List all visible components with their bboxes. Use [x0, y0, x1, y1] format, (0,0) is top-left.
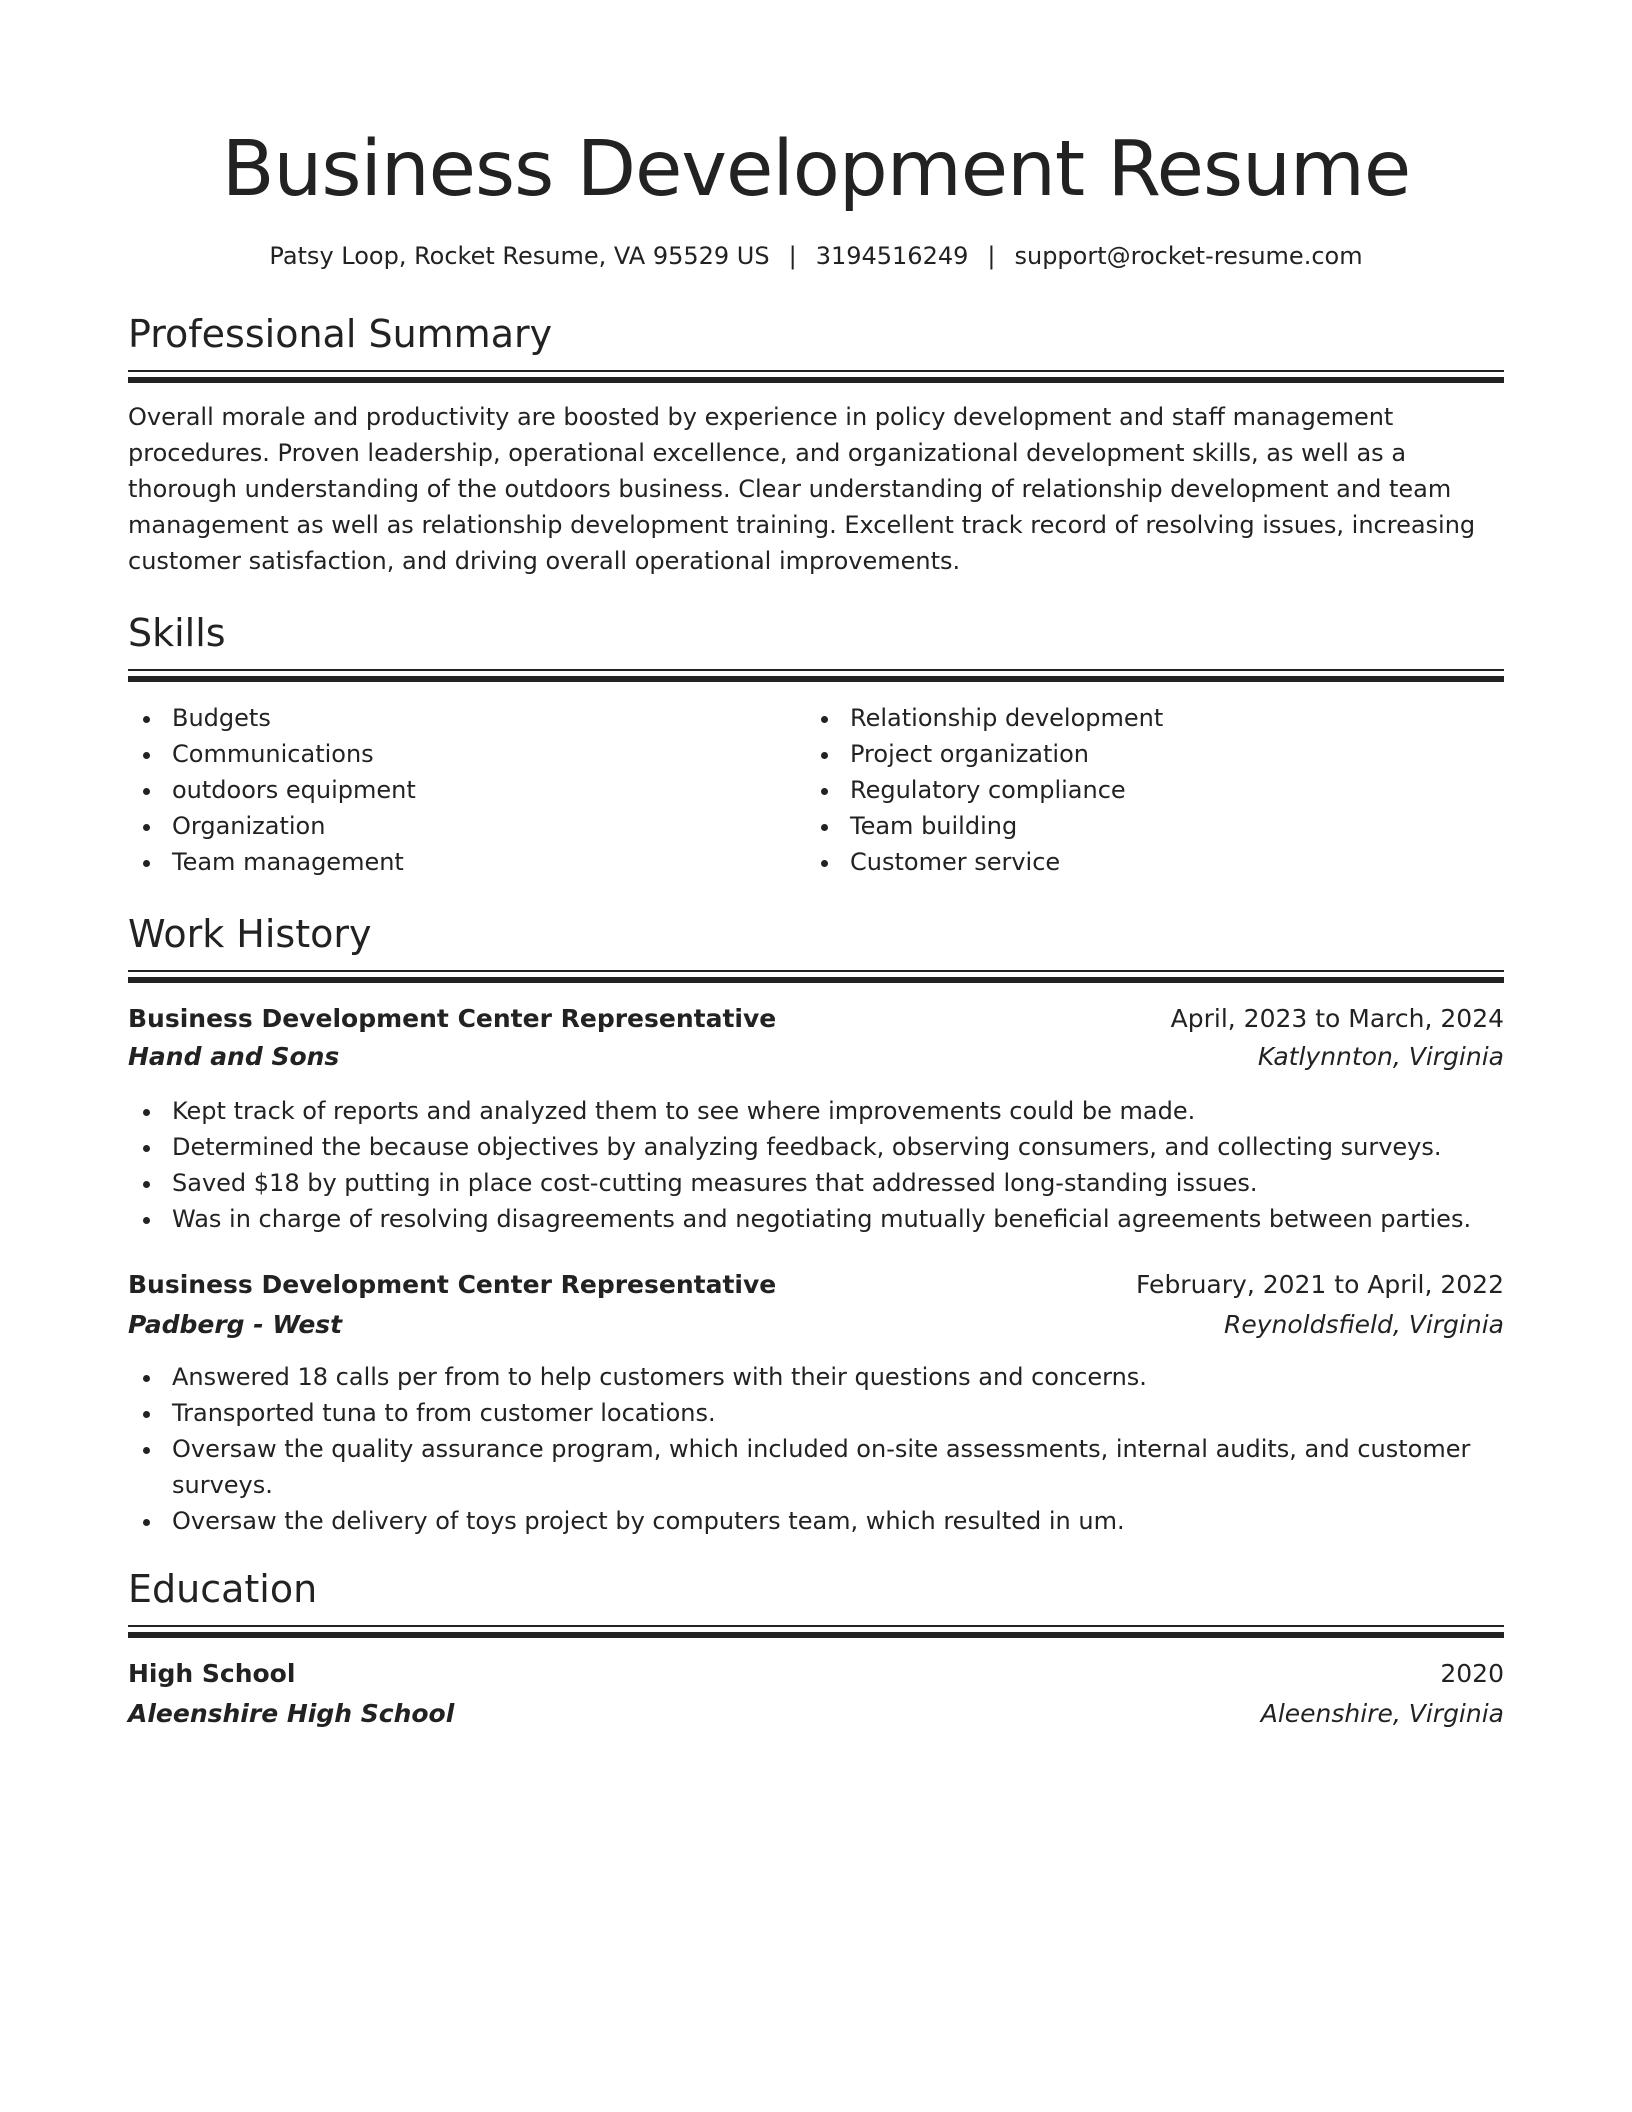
education-school: Aleenshire High School	[128, 1699, 455, 1728]
job-location: Reynoldsfield, Virginia	[1223, 1310, 1504, 1339]
contact-address: Patsy Loop, Rocket Resume, VA 95529 US	[269, 242, 770, 270]
section-divider	[128, 970, 1504, 983]
job-entry	[128, 1267, 1504, 1539]
job-bullet: Was in charge of resolving disagreements and negotiating mutually beneficial agreements between parties.	[128, 1201, 1504, 1237]
education-section	[128, 1565, 1504, 1732]
section-divider	[128, 1625, 1504, 1638]
work-history-section	[128, 910, 1504, 1539]
contact-phone: 3194516249	[815, 242, 969, 270]
skill-item: Customer service	[806, 844, 1484, 880]
education-location: Aleenshire, Virginia	[1260, 1699, 1504, 1728]
skills-grid	[128, 700, 1504, 880]
job-employer-row	[128, 1039, 1504, 1075]
job-header-row	[128, 1001, 1504, 1037]
contact-separator: |	[788, 242, 797, 270]
job-employer-row	[128, 1307, 1504, 1343]
job-bullets	[128, 1359, 1504, 1539]
education-degree: High School	[128, 1659, 296, 1688]
section-divider	[128, 669, 1504, 682]
skills-column-left	[128, 700, 806, 880]
work-history-heading: Work History	[128, 912, 372, 956]
job-header-row	[128, 1267, 1504, 1303]
skill-item: Organization	[128, 808, 806, 844]
skills-section	[128, 609, 1504, 880]
job-employer: Padberg - West	[128, 1310, 343, 1339]
skill-item: Regulatory compliance	[806, 772, 1484, 808]
job-bullets	[128, 1093, 1504, 1237]
job-bullet: Kept track of reports and analyzed them to see where improvements could be made.	[128, 1093, 1504, 1129]
education-row	[128, 1656, 1504, 1692]
job-dates: April, 2023 to March, 2024	[1170, 1004, 1504, 1033]
skill-item: Project organization	[806, 736, 1484, 772]
job-title: Business Development Center Representative	[128, 1270, 777, 1299]
skill-item: Team building	[806, 808, 1484, 844]
job-bullet: Oversaw the quality assurance program, which included on-site assessments, internal audits, and customer surveys.	[128, 1431, 1504, 1503]
job-bullet: Oversaw the delivery of toys project by computers team, which resulted in um.	[128, 1503, 1504, 1539]
education-heading: Education	[128, 1567, 318, 1611]
job-bullet: Determined the because objectives by analyzing feedback, observing consumers, and collecting surveys.	[128, 1129, 1504, 1165]
education-school-row	[128, 1696, 1504, 1732]
job-employer: Hand and Sons	[128, 1042, 340, 1071]
resume-title: Business Development Resume	[221, 125, 1411, 214]
job-bullet: Saved $18 by putting in place cost-cutting measures that addressed long-standing issues.	[128, 1165, 1504, 1201]
skill-item: Relationship development	[806, 700, 1484, 736]
contact-separator: |	[987, 242, 996, 270]
contact-email: support@rocket-resume.com	[1014, 242, 1363, 270]
job-dates: February, 2021 to April, 2022	[1136, 1270, 1504, 1299]
resume-page	[128, 0, 1504, 1732]
skills-column-right	[806, 700, 1484, 880]
job-bullet: Answered 18 calls per from to help customers with their questions and concerns.	[128, 1359, 1504, 1395]
summary-text: Overall morale and productivity are boosted by experience in policy development and staff management procedures. Proven leadership, operational excellence, and organizational development skills, as well as a thorough understanding of the outdoors business. Clear understanding of relationship development and team management as well as relationship development training. Excellent track record of resolving issues, increasing customer satisfaction, and driving overall operational improvements.	[128, 403, 1476, 575]
skill-item: outdoors equipment	[128, 772, 806, 808]
job-bullet: Transported tuna to from customer locations.	[128, 1395, 1504, 1431]
skill-item: Budgets	[128, 700, 806, 736]
skill-item: Communications	[128, 736, 806, 772]
contact-line	[128, 240, 1504, 272]
job-title: Business Development Center Representative	[128, 1004, 777, 1033]
job-entry	[128, 1001, 1504, 1237]
job-location: Katlynnton, Virginia	[1257, 1042, 1504, 1071]
skills-heading: Skills	[128, 611, 226, 655]
section-divider	[128, 370, 1504, 383]
summary-section	[128, 310, 1504, 579]
education-year: 2020	[1440, 1659, 1504, 1688]
summary-heading: Professional Summary	[128, 312, 553, 356]
skill-item: Team management	[128, 844, 806, 880]
